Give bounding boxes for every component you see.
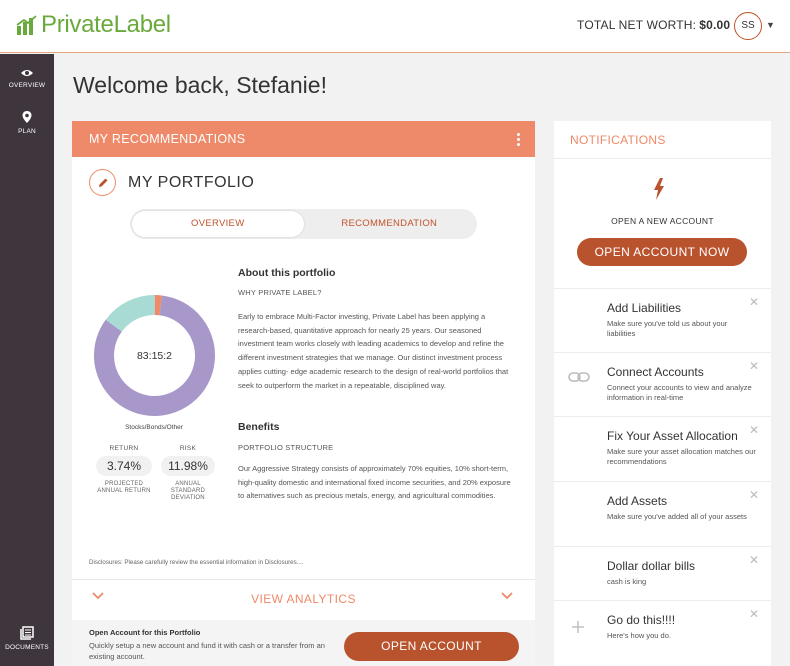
allocation-donut-chart [92, 293, 217, 418]
notification-desc: Make sure your asset allocation matches our recommendations [607, 447, 756, 466]
sidebar-item-label: DOCUMENTS [5, 644, 49, 651]
link-icon [568, 371, 590, 383]
notifications-title: NOTIFICATIONS [570, 133, 666, 147]
caret-down-icon[interactable]: ▼ [766, 20, 775, 30]
portfolio-title: MY PORTFOLIO [128, 173, 255, 191]
risk-sub: ANNUAL STANDARD DEVIATION [170, 481, 206, 501]
open-new-account-label: OPEN A NEW ACCOUNT [611, 216, 714, 226]
risk-stat [161, 445, 215, 502]
page-title: Welcome back, Stefanie! [73, 72, 327, 98]
top-header [0, 0, 790, 53]
logo-text: PrivateLabel [41, 11, 171, 38]
tab-overview[interactable]: OVERVIEW [132, 211, 304, 237]
disclosures-link[interactable]: Disclosures: Please carefully review the essential information in Disclosures.... [89, 559, 304, 566]
more-options-icon[interactable] [517, 133, 521, 148]
notification-title: Fix Your Asset Allocation [607, 429, 738, 443]
notification-desc: Connect your accounts to view and analyze information in real-time [607, 383, 752, 402]
avatar[interactable]: SS [734, 12, 762, 40]
notification-desc: Here's how you do. [607, 631, 671, 640]
risk-label: RISK [179, 445, 197, 452]
open-account-title: Open Account for this Portfolio [89, 628, 201, 637]
return-stat [96, 445, 152, 495]
close-icon[interactable]: ✕ [748, 359, 759, 373]
return-label: RETURN [109, 445, 139, 452]
donut-center-label: 83:15:2 [136, 350, 173, 362]
recommendations-header [72, 121, 535, 157]
risk-value: 11.98% [161, 456, 215, 476]
notification-item[interactable] [554, 600, 771, 662]
about-title: About this portfolio [238, 267, 336, 279]
notifications-panel [554, 121, 771, 666]
total-net-worth: TOTAL NET WORTH: $0.00 [577, 18, 731, 32]
sidebar-item-documents[interactable] [0, 626, 54, 651]
plus-icon [572, 621, 584, 633]
map-pin-icon [21, 110, 33, 124]
return-value: 3.74% [96, 456, 152, 476]
notification-item[interactable] [554, 546, 771, 608]
recommendations-panel [72, 121, 535, 666]
pencil-icon [97, 177, 109, 189]
sidebar-item-label: OVERVIEW [8, 82, 46, 89]
donut-caption: Stocks/Bonds/Other [125, 424, 183, 431]
sidebar [0, 54, 54, 666]
open-account-bar [72, 620, 535, 666]
eye-icon [20, 68, 34, 78]
notification-title: Add Assets [607, 494, 668, 508]
tab-recommendation[interactable]: RECOMMENDATION [341, 218, 438, 229]
sidebar-item-overview[interactable] [0, 68, 54, 89]
close-icon[interactable]: ✕ [748, 553, 759, 567]
notification-title: Connect Accounts [607, 365, 704, 379]
close-icon[interactable]: ✕ [748, 295, 759, 309]
open-account-desc: Quickly setup a new account and fund it with cash or a transfer from an existing account. [89, 641, 325, 661]
portfolio-title-row [89, 169, 254, 196]
open-account-button[interactable]: OPEN ACCOUNT [344, 632, 519, 661]
notification-item[interactable] [554, 481, 771, 543]
bar-chart-logo-icon [16, 14, 38, 36]
about-body: Early to embrace Multi-Factor investing, Private Label has been applying a research-based, quantitative approach for nearly 25 years. Our seasoned investment team works closely with leading academics to develop and refine the different investment strategies that we manage. Our distinct investment process applies cutting- edge academic research to the design of real-world portfolios that seek to outperform the market in a repeatable, disciplined way. [238, 312, 509, 390]
lightning-bolt-icon [652, 178, 666, 200]
benefits-section [238, 421, 518, 503]
net-worth-value: $0.00 [699, 18, 731, 32]
about-subtitle: WHY PRIVATE LABEL? [238, 288, 322, 297]
notification-item[interactable] [554, 352, 771, 414]
divider [554, 158, 771, 159]
sidebar-item-label: PLAN [18, 128, 36, 135]
open-account-now-button[interactable]: OPEN ACCOUNT NOW [577, 238, 747, 266]
sidebar-item-plan[interactable] [0, 110, 54, 135]
chevron-down-icon [501, 592, 513, 600]
view-analytics-label: VIEW ANALYTICS [251, 592, 356, 606]
notification-title: Go do this!!!! [607, 613, 676, 627]
notification-item[interactable] [554, 416, 771, 478]
return-sub: PROJECTED ANNUAL RETURN [97, 481, 151, 494]
notification-desc: Make sure you've added all of your assets [607, 512, 747, 521]
notification-item[interactable] [554, 288, 771, 350]
recommendations-title: MY RECOMMENDATIONS [89, 132, 246, 146]
about-section [238, 267, 518, 392]
benefits-subtitle: PORTFOLIO STRUCTURE [238, 443, 334, 452]
close-icon[interactable]: ✕ [748, 607, 759, 621]
edit-button[interactable] [89, 169, 116, 196]
benefits-body: Our Aggressive Strategy consists of approximately 70% equities, 10% short-term, high-quality domestic and international fixed income securities, and 20% exposure to alternatives such as precious metals, energy, and agricultural commodities. [238, 464, 511, 501]
notification-title: Add Liabilities [607, 301, 682, 315]
close-icon[interactable]: ✕ [748, 488, 759, 502]
portfolio-tabs [130, 209, 477, 239]
notification-title: Dollar dollar bills [607, 559, 696, 573]
benefits-title: Benefits [238, 421, 280, 433]
documents-icon [20, 626, 34, 640]
close-icon[interactable]: ✕ [748, 423, 759, 437]
notification-desc: Make sure you've told us about your liabilities [607, 319, 728, 338]
notification-desc: cash is king [607, 577, 647, 586]
logo[interactable] [16, 11, 171, 39]
view-analytics-toggle[interactable] [72, 580, 535, 617]
